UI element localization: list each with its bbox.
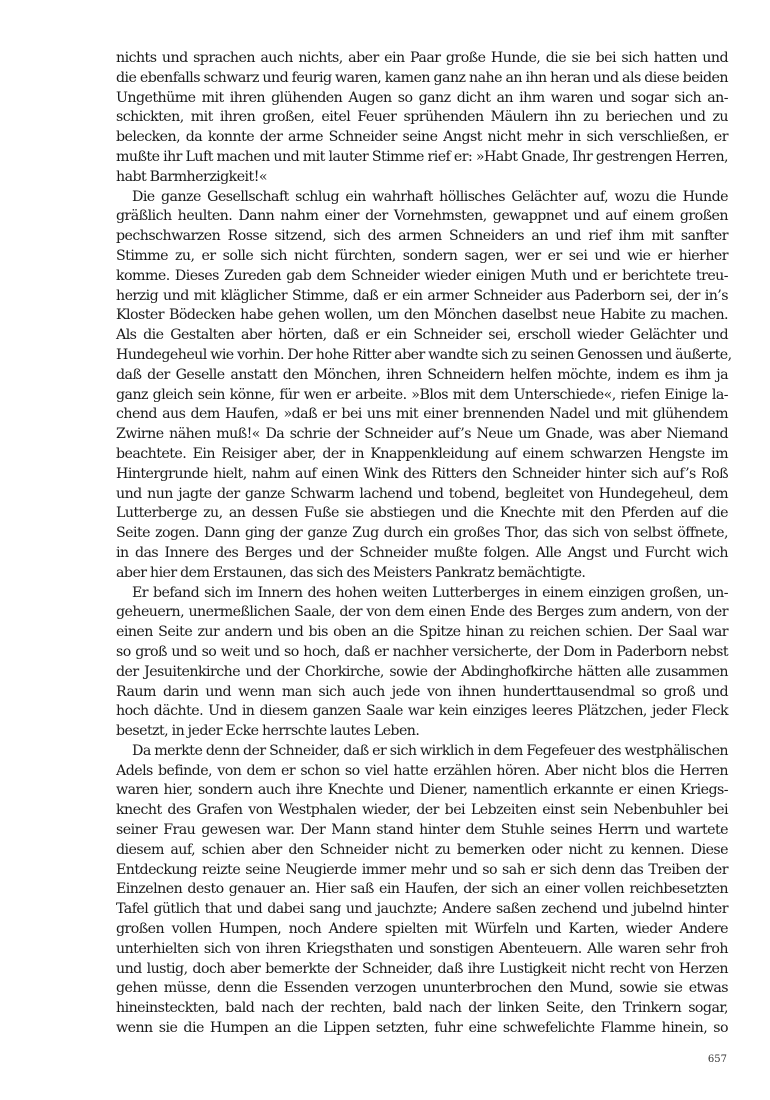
- text-line: komme. Dieses Zureden gab dem Schneider wieder einigen Muth und er berichtete treu-: [116, 267, 728, 284]
- text-line: besetzt, in jeder Ecke herrschte lautes Leben.: [116, 723, 420, 740]
- text-line: seiner Frau gewesen war. Der Mann stand hinter dem Stuhle seines Herrn und wartete: [116, 822, 728, 839]
- text-line: der Jesuitenkirche und der Chorkirche, sowie der Abdinghofkirche hätten alle zusammen: [116, 663, 728, 680]
- text-line: ganz gleich sein könne, für wen er arbeite. »Blos mit dem Unterschiede«, riefen Einige la-: [116, 386, 728, 403]
- body-text: [116, 49, 732, 1039]
- text-line: gehen müsse, denn die Essenden verzogen ununterbrochen den Mund, sowie sie etwas: [116, 980, 728, 997]
- text-line: und lustig, doch aber bemerkte der Schneider, daß ihre Lustigkeit nicht recht von Herzen: [116, 960, 728, 977]
- text-line: schickten, mit ihren großen, eitel Feuer sprühenden Mäulern ihn zu beriechen und zu: [116, 109, 728, 126]
- text-line: Die ganze Gesellschaft schlug ein wahrhaft höllisches Gelächter auf, wozu die Hunde: [132, 188, 728, 205]
- text-line: Hintergrunde hielt, nahm auf einen Wink des Ritters den Schneider hinter sich auf’s Roß: [116, 465, 728, 482]
- text-line: Da merkte denn der Schneider, daß er sich wirklich in dem Fegefeuer des westphälischen: [132, 742, 728, 759]
- paragraph: [116, 742, 728, 1039]
- text-line: herzig und mit kläglicher Stimme, daß er ein armer Schneider aus Paderborn sei, der in’s: [116, 287, 728, 304]
- text-line: großen vollen Humpen, noch Andere spielten mit Würfeln und Karten, wieder Andere: [116, 921, 728, 938]
- text-line: belecken, da konnte der arme Schneider seine Angst nicht mehr in sich verschließen, er: [116, 129, 728, 146]
- text-line: hineinsteckten, bald nach der rechten, bald nach der linken Seite, den Trinkern sogar,: [116, 1000, 728, 1017]
- text-line: wenn sie die Humpen an die Lippen setzten, fuhr eine schwefelichte Flamme hinein, so: [116, 1020, 728, 1037]
- text-line: unterhielten sich von ihren Kriegsthaten und sonstigen Abenteuern. Alle waren sehr froh: [116, 940, 728, 957]
- text-line: Ungethüme mit ihren glühenden Augen so ganz dicht an ihm waren und sogar sich an-: [116, 89, 728, 106]
- text-line: hoch dächte. Und in diesem ganzen Saale war kein einziges leeres Plätzchen, jeder Fleck: [116, 703, 728, 720]
- text-line: in das Innere des Berges und der Schneider mußte folgen. Alle Angst und Furcht wich: [116, 544, 728, 561]
- text-line: beachtete. Ein Reisiger aber, der in Knappenkleidung auf einem schwarzen Hengste im: [116, 445, 728, 462]
- text-line: gräßlich heulten. Dann nahm einer der Vornehmsten, gewappnet und auf einem großen: [116, 208, 728, 225]
- text-line: Einzelnen desto genauer an. Hier saß ein Haufen, der sich an einer vollen reichbesetzten: [116, 881, 728, 898]
- text-line: Entdeckung reizte seine Neugierde immer mehr und so sah er sich denn das Treiben der: [116, 861, 728, 878]
- text-line: Lutterberge zu, an dessen Fuße sie abstiegen und die Knechte mit den Pferden auf die: [116, 505, 728, 522]
- text-line: Raum darin und wenn man sich auch jede von ihnen hunderttausendmal so groß und: [116, 683, 728, 700]
- paragraph: [116, 49, 728, 188]
- text-line: Zwirne nähen muß!« Da schrie der Schneider auf’s Neue um Gnade, was aber Niemand: [116, 426, 728, 443]
- text-line: die ebenfalls schwarz und feurig waren, kamen ganz nahe an ihn heran und als diese beiden: [116, 69, 728, 86]
- text-line: geheuern, unermeßlichen Saale, der von dem einen Ende des Berges zum andern, von der: [116, 604, 728, 621]
- text-line: und nun jagte der ganze Schwarm lachend und tobend, begleitet von Hundegeheul, dem: [116, 485, 728, 502]
- page-number: 657: [707, 1054, 727, 1065]
- paragraph: [116, 584, 728, 742]
- text-line: knecht des Grafen von Westphalen wieder, der bei Lebzeiten einst sein Nebenbuhler bei: [116, 802, 728, 819]
- text-line: Als die Gestalten aber hörten, daß er ein Schneider sei, erscholl wieder Gelächter und: [116, 327, 728, 344]
- text-line: nichts und sprachen auch nichts, aber ein Paar große Hunde, die sie bei sich hatten und: [116, 50, 728, 66]
- text-line: chend aus dem Haufen, »daß er bei uns mit einer brennenden Nadel und mit glühendem: [116, 406, 728, 423]
- text-line: habt Barmherzigkeit!«: [116, 168, 267, 185]
- text-line: mußte ihr Luft machen und mit lauter Stimme rief er: »Habt Gnade, Ihr gestrengen Herren,: [116, 148, 728, 165]
- text-line: Kloster Bödecken habe gehen wollen, um den Mönchen daselbst neue Habite zu machen.: [116, 307, 728, 324]
- text-line: Adels befinde, von dem er schon so viel hatte erzählen hören. Aber nicht blos die Herren: [116, 762, 728, 779]
- paragraph: [116, 188, 732, 584]
- text-line: diesem auf, schien aber den Schneider nicht zu bemerken oder nicht zu kennen. Diese: [116, 841, 728, 858]
- text-line: waren hier, sondern auch ihre Knechte und Diener, namentlich erkannte er einen Kriegs-: [116, 782, 728, 799]
- text-line: Er befand sich im Innern des hohen weiten Lutterberges in einem einzigen großen, un-: [132, 584, 728, 601]
- text-line: so groß und so weit und so hoch, daß er nachher versicherte, der Dom in Paderborn nebst: [116, 643, 728, 660]
- text-line: Stimme zu, er solle sich nicht fürchten, sondern sagen, wer er sei und wie er hierher: [116, 247, 728, 264]
- text-line: einen Seite zur andern und bis oben an die Spitze hinan zu reichen schien. Der Saal war: [116, 624, 728, 641]
- text-line: pechschwarzen Rosse sitzend, sich des armen Schneiders an und rief ihm mit sanfter: [116, 228, 728, 245]
- text-line: Tafel gütlich that und dabei sang und jauchzte; Andere saßen zechend und jubelnd hinter: [116, 901, 728, 918]
- text-line: aber hier dem Erstaunen, das sich des Meisters Pankratz bemächtigte.: [116, 564, 586, 581]
- text-line: Seite zogen. Dann ging der ganze Zug durch ein großes Thor, das sich von selbst öffnete,: [116, 525, 728, 542]
- text-line: daß der Geselle anstatt den Mönchen, ihren Schneidern helfen möchte, indem es ihm ja: [116, 366, 728, 383]
- text-line: Hundegeheul wie vorhin. Der hohe Ritter aber wandte sich zu seinen Genossen und äußerte,: [116, 346, 732, 363]
